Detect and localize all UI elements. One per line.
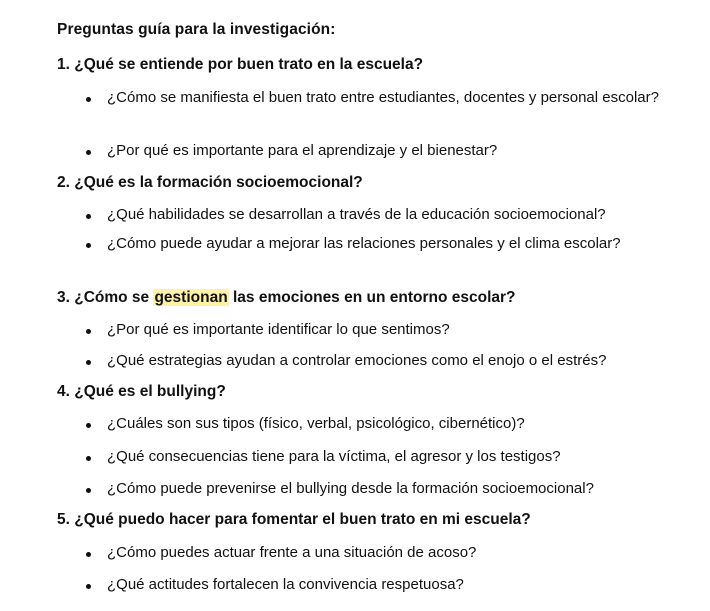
question-1-bullet-1: ¿Cómo se manifiesta el buen trato entre estudiantes, docentes y personal escolar?: [107, 89, 659, 106]
question-4-bullet-1: ¿Cuáles son sus tipos (físico, verbal, psicológico, cibernético)?: [107, 415, 525, 432]
question-1: 1. ¿Qué se entiende por buen trato en la escuela?: [57, 56, 424, 73]
bullet-icon: [86, 97, 91, 102]
question-5-bullet-1: ¿Cómo puedes actuar frente a una situación de acoso?: [107, 544, 477, 561]
bullet-icon: [86, 150, 91, 155]
bullet-icon: [86, 329, 91, 334]
question-2-bullet-2: ¿Cómo puede ayudar a mejorar las relaciones personales y el clima escolar?: [107, 235, 621, 252]
question-2: 2. ¿Qué es la formación socioemocional?: [57, 174, 363, 191]
question-4-bullet-3: ¿Cómo puede prevenirse el bullying desde la formación socioemocional?: [107, 480, 594, 497]
bullet-icon: [86, 214, 91, 219]
question-3-bullet-2: ¿Qué estrategias ayudan a controlar emociones como el enojo o el estrés?: [107, 352, 607, 369]
question-1-bullet-2: ¿Por qué es importante para el aprendizaje y el bienestar?: [107, 142, 498, 159]
question-4-bullet-2: ¿Qué consecuencias tiene para la víctima, el agresor y los testigos?: [107, 448, 561, 465]
question-5: 5. ¿Qué puedo hacer para fomentar el buen trato en mi escuela?: [57, 511, 531, 528]
question-5-bullet-2: ¿Qué actitudes fortalecen la convivencia respetuosa?: [107, 576, 464, 593]
question-4: 4. ¿Qué es el bullying?: [57, 383, 226, 400]
bullet-icon: [86, 360, 91, 365]
bullet-icon: [86, 584, 91, 589]
bullet-icon: [86, 243, 91, 248]
highlighted-word: gestionan: [154, 289, 228, 306]
bullet-icon: [86, 552, 91, 557]
question-3-prefix: 3. ¿Cómo se: [57, 289, 154, 306]
question-3-bullet-1: ¿Por qué es importante identificar lo que sentimos?: [107, 321, 450, 338]
document-title: Preguntas guía para la investigación:: [57, 21, 336, 38]
bullet-icon: [86, 423, 91, 428]
question-3: [57, 289, 516, 307]
question-2-bullet-1: ¿Qué habilidades se desarrollan a través de la educación socioemocional?: [107, 206, 606, 223]
bullet-icon: [86, 488, 91, 493]
question-3-suffix: las emociones en un entorno escolar?: [228, 289, 516, 306]
bullet-icon: [86, 456, 91, 461]
